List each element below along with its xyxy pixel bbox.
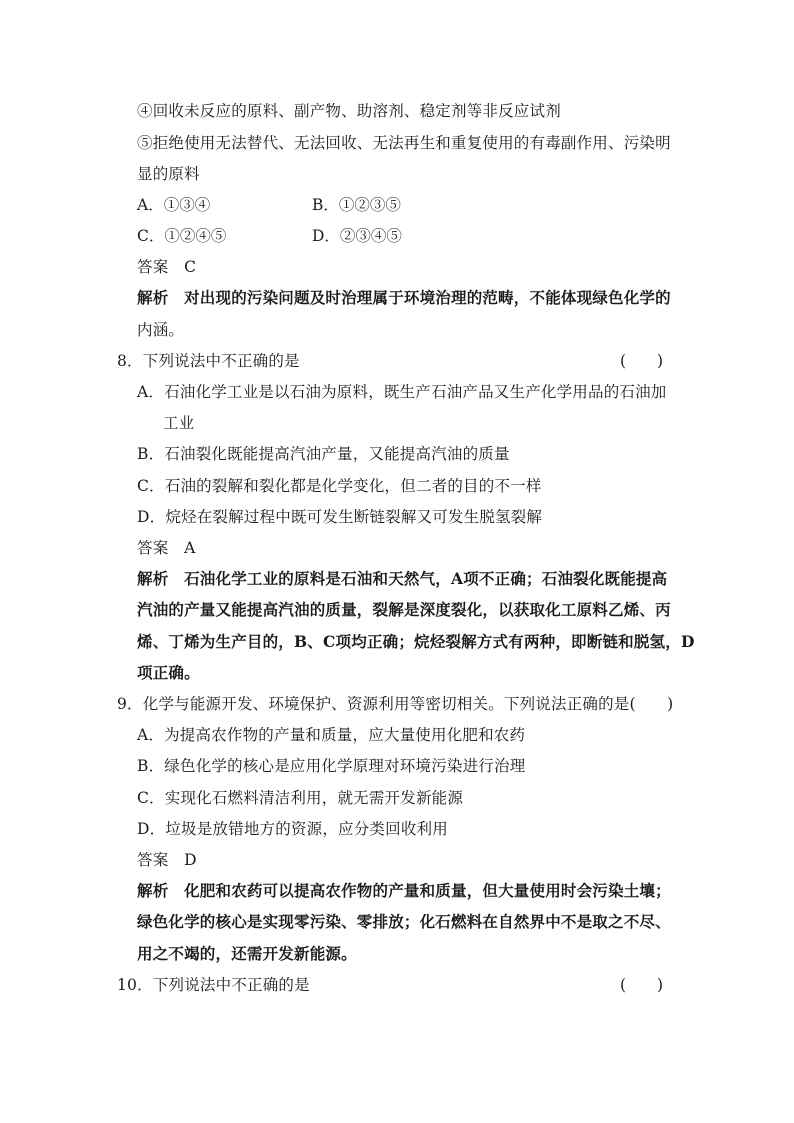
q8-analysis-line3: 烯、丁烯为生产目的，B、C项均正确；烷烃裂解方式有两种，即断链和脱氢，D [137, 632, 695, 651]
q8-option-a-line1: A．石油化学工业是以石油为原料，既生产石油产品又生产化学用品的石油加 [137, 383, 667, 401]
q9-answer: 答案 D [137, 851, 197, 869]
q9-option-a: A．为提高农作物的产量和质量，应大量使用化肥和农药 [137, 726, 526, 744]
q7-choice-c: C．①②④⑤ [137, 227, 227, 245]
q9-option-b: B．绿色化学的核心是应用化学原理对环境污染进行治理 [137, 757, 526, 775]
q8-analysis-line2: 汽油的产量又能提高汽油的质量，裂解是深度裂化，以获取化工原料乙烯、丙 [137, 600, 671, 619]
q7-choice-d: D．②③④⑤ [312, 227, 402, 245]
q8-option-a-line2: 工业 [163, 414, 195, 432]
q7-option-4: ④回收未反应的原料、副产物、助溶剂、稳定剂等非反应试剂 [137, 102, 561, 120]
q8-analysis-line1: 解析 石油化学工业的原料是石油和天然气，A项不正确；石油裂化既能提高 [137, 569, 668, 588]
q8-answer: 答案 A [137, 539, 196, 557]
q8-analysis-line4: 项正确。 [137, 663, 200, 682]
q8-option-c: C．石油的裂解和裂化都是化学变化，但二者的目的不一样 [137, 477, 542, 495]
q9-option-c: C．实现化石燃料清洁利用，就无需开发新能源 [137, 789, 464, 807]
q7-choice-b: B．①②③⑤ [312, 196, 401, 214]
q8-option-d: D．烷烃在裂解过程中既可发生断链裂解又可发生脱氢裂解 [137, 508, 543, 526]
q8-option-b: B．石油裂化既能提高汽油产量，又能提高汽油的质量 [137, 445, 510, 463]
q7-option-5-line1: ⑤拒绝使用无法替代、无法回收、无法再生和重复使用的有毒副作用、污染明 [137, 134, 671, 152]
q9-analysis-line1: 解析 化肥和农药可以提高农作物的产量和质量，但大量使用时会污染土壤； [137, 881, 671, 900]
q7-analysis-line1: 解析 对出现的污染问题及时治理属于环境治理的范畴，不能体现绿色化学的 [137, 288, 671, 307]
q10-answer-paren: ( ) [620, 976, 664, 994]
q9-analysis-line3: 用之不竭的，还需开发新能源。 [137, 944, 357, 963]
q10-stem: 10．下列说法中不正确的是 [117, 976, 310, 994]
q9-option-d: D．垃圾是放错地方的资源，应分类回收利用 [137, 820, 448, 838]
q9-analysis-line2: 绿色化学的核心是实现零污染、零排放；化石燃料在自然界中不是取之不尽、 [137, 912, 671, 931]
q7-answer: 答案 C [137, 258, 197, 276]
q9-stem: 9．化学与能源开发、环境保护、资源利用等密切相关。下列说法正确的是( ) [117, 695, 674, 713]
q8-stem: 8．下列说法中不正确的是 [117, 352, 300, 370]
q7-choice-a: A．①③④ [137, 196, 211, 214]
q7-analysis-line2: 内涵。 [137, 321, 185, 339]
q7-option-5-line2: 显的原料 [137, 165, 200, 183]
q8-answer-paren: ( ) [620, 352, 664, 370]
